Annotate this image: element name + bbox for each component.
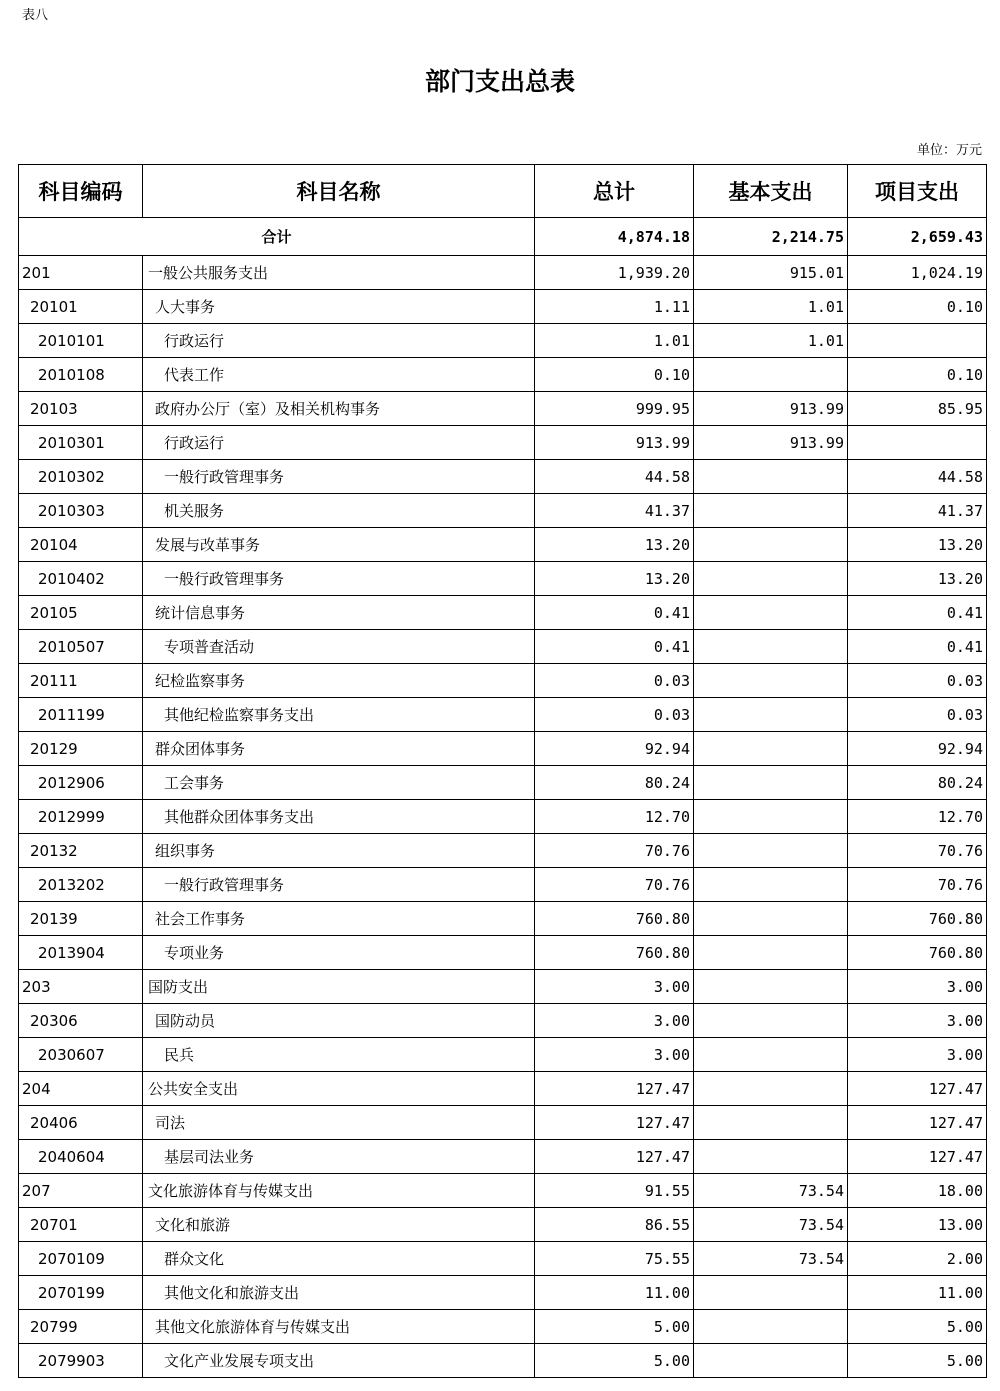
row-code: 2070109: [19, 1242, 143, 1276]
table-row: [19, 698, 987, 732]
row-project: 2.00: [848, 1242, 987, 1276]
row-basic: [694, 1038, 848, 1072]
row-name: 群众文化: [143, 1242, 535, 1276]
row-total: 5.00: [535, 1344, 694, 1378]
row-name: 其他群众团体事务支出: [143, 800, 535, 834]
row-project: 85.95: [848, 392, 987, 426]
table-row: [19, 1038, 987, 1072]
row-name: 其他文化旅游体育与传媒支出: [143, 1310, 535, 1344]
row-code: 2010101: [19, 324, 143, 358]
row-basic: 1.01: [694, 290, 848, 324]
row-project: [848, 324, 987, 358]
table-row: [19, 1072, 987, 1106]
row-project: 3.00: [848, 1038, 987, 1072]
row-basic: [694, 1072, 848, 1106]
row-project: 1,024.19: [848, 256, 987, 290]
unit-label: 单位：万元: [916, 143, 982, 158]
row-project: 3.00: [848, 970, 987, 1004]
table-row: [19, 256, 987, 290]
row-name: 文化旅游体育与传媒支出: [143, 1174, 535, 1208]
row-name: 行政运行: [143, 324, 535, 358]
row-total: 12.70: [535, 800, 694, 834]
row-basic: 73.54: [694, 1242, 848, 1276]
table-row: [19, 1242, 987, 1276]
table-row: [19, 766, 987, 800]
row-project: 0.10: [848, 358, 987, 392]
row-project: [848, 426, 987, 460]
row-basic: [694, 664, 848, 698]
row-basic: [694, 766, 848, 800]
row-total: 0.03: [535, 664, 694, 698]
row-project: 44.58: [848, 460, 987, 494]
table-row: [19, 1106, 987, 1140]
header-row: [19, 165, 987, 218]
row-total: 1.11: [535, 290, 694, 324]
row-code: 20105: [19, 596, 143, 630]
row-code: 2010303: [19, 494, 143, 528]
table-row: [19, 936, 987, 970]
row-name: 国防支出: [143, 970, 535, 1004]
row-basic: [694, 630, 848, 664]
row-basic: [694, 698, 848, 732]
row-total: 913.99: [535, 426, 694, 460]
row-project: 5.00: [848, 1344, 987, 1378]
row-basic: [694, 868, 848, 902]
row-code: 2010302: [19, 460, 143, 494]
row-project: 0.41: [848, 630, 987, 664]
row-code: 20104: [19, 528, 143, 562]
table-row: [19, 1004, 987, 1038]
row-basic: 913.99: [694, 392, 848, 426]
row-code: 2013904: [19, 936, 143, 970]
row-code: 201: [19, 256, 143, 290]
row-total: 1,939.20: [535, 256, 694, 290]
table-row: [19, 1174, 987, 1208]
row-total: 3.00: [535, 970, 694, 1004]
row-basic: [694, 358, 848, 392]
row-name: 统计信息事务: [143, 596, 535, 630]
row-total: 3.00: [535, 1038, 694, 1072]
row-project: 0.03: [848, 698, 987, 732]
row-name: 人大事务: [143, 290, 535, 324]
row-name: 工会事务: [143, 766, 535, 800]
table-row: [19, 664, 987, 698]
row-total: 127.47: [535, 1072, 694, 1106]
table-row: [19, 494, 987, 528]
table-row: [19, 732, 987, 766]
header-total: 总计: [535, 165, 694, 218]
row-basic: [694, 902, 848, 936]
table-row: [19, 1140, 987, 1174]
row-basic: 1.01: [694, 324, 848, 358]
row-basic: [694, 1276, 848, 1310]
row-basic: [694, 732, 848, 766]
table-row: [19, 800, 987, 834]
row-project: 127.47: [848, 1106, 987, 1140]
table-row: [19, 970, 987, 1004]
table-row: [19, 1276, 987, 1310]
row-code: 2010402: [19, 562, 143, 596]
row-project: 70.76: [848, 834, 987, 868]
row-code: 2011199: [19, 698, 143, 732]
row-name: 发展与改革事务: [143, 528, 535, 562]
row-total: 0.41: [535, 596, 694, 630]
table-row: [19, 1310, 987, 1344]
row-name: 纪检监察事务: [143, 664, 535, 698]
table-row: [19, 596, 987, 630]
row-code: 2070199: [19, 1276, 143, 1310]
row-basic: 915.01: [694, 256, 848, 290]
row-total: 70.76: [535, 834, 694, 868]
row-project: 127.47: [848, 1072, 987, 1106]
table-row: [19, 1208, 987, 1242]
row-code: 20103: [19, 392, 143, 426]
row-total: 3.00: [535, 1004, 694, 1038]
row-code: 20406: [19, 1106, 143, 1140]
row-name: 一般行政管理事务: [143, 562, 535, 596]
row-basic: 913.99: [694, 426, 848, 460]
row-name: 文化产业发展专项支出: [143, 1344, 535, 1378]
table-row: [19, 528, 987, 562]
row-total: 75.55: [535, 1242, 694, 1276]
row-name: 公共安全支出: [143, 1072, 535, 1106]
row-total: 70.76: [535, 868, 694, 902]
table-row: [19, 1344, 987, 1378]
row-project: 13.00: [848, 1208, 987, 1242]
row-project: 760.80: [848, 902, 987, 936]
row-total: 13.20: [535, 528, 694, 562]
table-row: [19, 834, 987, 868]
row-basic: [694, 528, 848, 562]
row-name: 行政运行: [143, 426, 535, 460]
row-name: 代表工作: [143, 358, 535, 392]
row-name: 一般公共服务支出: [143, 256, 535, 290]
row-total: 5.00: [535, 1310, 694, 1344]
row-total: 80.24: [535, 766, 694, 800]
row-basic: [694, 494, 848, 528]
row-total: 91.55: [535, 1174, 694, 1208]
row-name: 一般行政管理事务: [143, 868, 535, 902]
row-basic: 73.54: [694, 1208, 848, 1242]
row-code: 2010108: [19, 358, 143, 392]
page-title: 部门支出总表: [424, 67, 575, 96]
row-total: 86.55: [535, 1208, 694, 1242]
row-code: 2030607: [19, 1038, 143, 1072]
row-total: 127.47: [535, 1140, 694, 1174]
row-name: 基层司法业务: [143, 1140, 535, 1174]
table-row: [19, 562, 987, 596]
row-name: 机关服务: [143, 494, 535, 528]
header-basic: 基本支出: [694, 165, 848, 218]
row-name: 其他文化和旅游支出: [143, 1276, 535, 1310]
row-code: 2010507: [19, 630, 143, 664]
table-row: [19, 358, 987, 392]
row-total: 11.00: [535, 1276, 694, 1310]
table-body: [19, 256, 987, 1378]
row-basic: [694, 562, 848, 596]
row-project: 92.94: [848, 732, 987, 766]
row-basic: [694, 1344, 848, 1378]
row-total: 0.03: [535, 698, 694, 732]
total-label: 合计: [19, 218, 535, 256]
row-total: 0.10: [535, 358, 694, 392]
row-project: 5.00: [848, 1310, 987, 1344]
row-total: 41.37: [535, 494, 694, 528]
row-basic: 73.54: [694, 1174, 848, 1208]
row-name: 政府办公厅（室）及相关机构事务: [143, 392, 535, 426]
row-project: 70.76: [848, 868, 987, 902]
total-project: 2,659.43: [848, 218, 987, 256]
row-total: 127.47: [535, 1106, 694, 1140]
row-project: 760.80: [848, 936, 987, 970]
row-code: 20132: [19, 834, 143, 868]
row-code: 20701: [19, 1208, 143, 1242]
row-code: 2012999: [19, 800, 143, 834]
total-row: [19, 218, 987, 256]
row-code: 2040604: [19, 1140, 143, 1174]
row-total: 1.01: [535, 324, 694, 358]
row-project: 18.00: [848, 1174, 987, 1208]
row-basic: [694, 1004, 848, 1038]
row-name: 其他纪检监察事务支出: [143, 698, 535, 732]
table-row: [19, 426, 987, 460]
row-basic: [694, 800, 848, 834]
total-sum: 4,874.18: [535, 218, 694, 256]
row-code: 2010301: [19, 426, 143, 460]
table-row: [19, 630, 987, 664]
table-row: [19, 392, 987, 426]
row-code: 20139: [19, 902, 143, 936]
row-code: 20111: [19, 664, 143, 698]
row-code: 20101: [19, 290, 143, 324]
row-name: 专项业务: [143, 936, 535, 970]
row-basic: [694, 834, 848, 868]
row-basic: [694, 596, 848, 630]
table-row: [19, 324, 987, 358]
row-name: 文化和旅游: [143, 1208, 535, 1242]
row-code: 20799: [19, 1310, 143, 1344]
row-code: 2013202: [19, 868, 143, 902]
row-code: 203: [19, 970, 143, 1004]
row-basic: [694, 1106, 848, 1140]
row-total: 760.80: [535, 936, 694, 970]
row-code: 204: [19, 1072, 143, 1106]
row-name: 国防动员: [143, 1004, 535, 1038]
row-name: 组织事务: [143, 834, 535, 868]
row-code: 2012906: [19, 766, 143, 800]
row-total: 999.95: [535, 392, 694, 426]
row-project: 127.47: [848, 1140, 987, 1174]
row-name: 社会工作事务: [143, 902, 535, 936]
header-project: 项目支出: [848, 165, 987, 218]
total-basic: 2,214.75: [694, 218, 848, 256]
row-basic: [694, 460, 848, 494]
row-code: 20306: [19, 1004, 143, 1038]
row-name: 专项普查活动: [143, 630, 535, 664]
row-project: 41.37: [848, 494, 987, 528]
row-total: 0.41: [535, 630, 694, 664]
table-label: 表八: [22, 8, 49, 23]
header-name: 科目名称: [143, 165, 535, 218]
row-total: 44.58: [535, 460, 694, 494]
row-project: 0.03: [848, 664, 987, 698]
row-total: 13.20: [535, 562, 694, 596]
table-row: [19, 290, 987, 324]
row-basic: [694, 936, 848, 970]
header-code: 科目编码: [19, 165, 143, 218]
row-name: 民兵: [143, 1038, 535, 1072]
row-project: 11.00: [848, 1276, 987, 1310]
row-project: 0.41: [848, 596, 987, 630]
table-row: [19, 868, 987, 902]
row-total: 92.94: [535, 732, 694, 766]
row-project: 3.00: [848, 1004, 987, 1038]
table-row: [19, 902, 987, 936]
row-basic: [694, 970, 848, 1004]
row-basic: [694, 1310, 848, 1344]
row-code: 207: [19, 1174, 143, 1208]
row-name: 司法: [143, 1106, 535, 1140]
row-project: 13.20: [848, 562, 987, 596]
expenditure-table: [18, 164, 987, 1378]
row-code: 2079903: [19, 1344, 143, 1378]
row-name: 群众团体事务: [143, 732, 535, 766]
row-total: 760.80: [535, 902, 694, 936]
row-project: 80.24: [848, 766, 987, 800]
row-project: 13.20: [848, 528, 987, 562]
row-name: 一般行政管理事务: [143, 460, 535, 494]
row-basic: [694, 1140, 848, 1174]
row-project: 0.10: [848, 290, 987, 324]
row-project: 12.70: [848, 800, 987, 834]
table-row: [19, 460, 987, 494]
row-code: 20129: [19, 732, 143, 766]
